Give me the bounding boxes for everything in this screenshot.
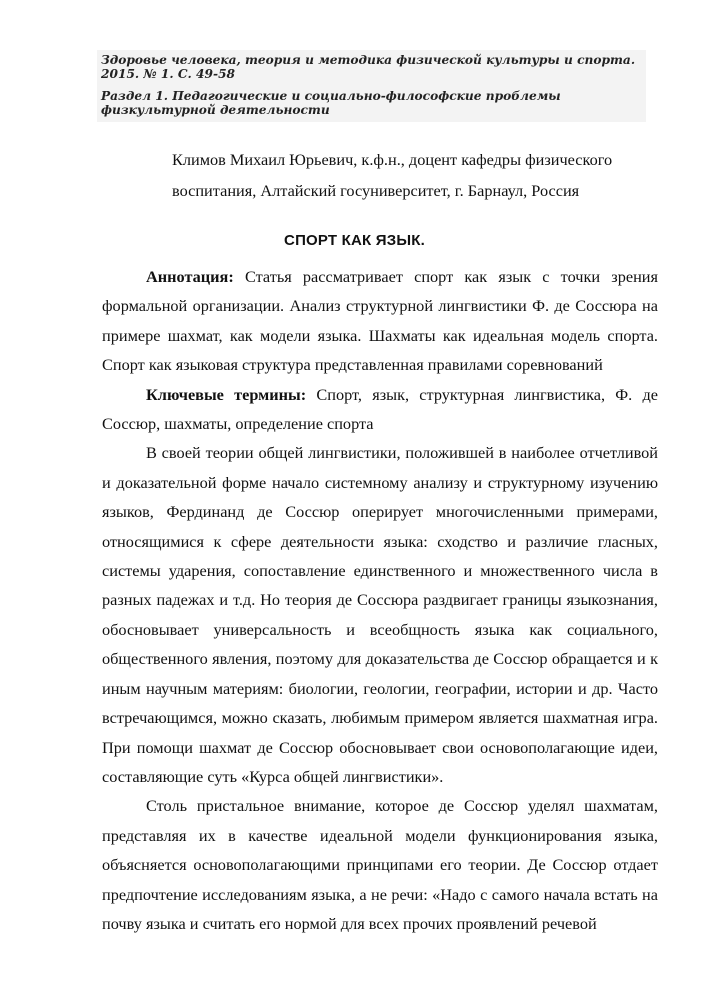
keywords-label: Ключевые термины: — [146, 384, 307, 404]
journal-section-line-1: Раздел 1. Педагогические и социально-философские проблемы — [101, 89, 561, 103]
keywords-text: Спорт, язык, структурная лингвистика, Ф. де Соссюр, шахматы, определение спорта — [102, 384, 658, 434]
article-title: СПОРТ КАК ЯЗЫК. — [284, 232, 425, 249]
author-line-2: воспитания, Алтайский госуниверситет, г. Барнаул, Россия — [172, 181, 580, 200]
author-info — [172, 144, 642, 206]
body-paragraph-2: Столь пристальное внимание, которое де Соссюр уделял шахматам, представляя их в качестве идеальной модели функционирования языка, объясняется основополагающими принципами его теории. Де Соссюр отдает предпочтение исследованиям языка, а не речи: «Надо с самого начала встать на почву языка и считать его нормой для всех прочих проявлений речевой — [102, 796, 658, 933]
annotation-paragraph — [102, 262, 658, 380]
keywords-paragraph — [102, 380, 658, 439]
journal-citation — [97, 50, 646, 81]
body-paragraph-1: В своей теории общей лингвистики, положившей в наиболее отчетливой и доказательной форме начало системному анализу и структурному изучению языков, Фердинанд де Соссюр оперирует многочисленными примерами, относящимися к сфере деятельности языка: сходство и различие гласных, системы ударения, сопоставление единственного и множественного числа в разных падежах и т.д. Но теория де Соссюра раздвигает границы языкознания, обосновывает универсальность и всеобщность языка как социального, общественного явления, поэтому для доказательства де Соссюр обращается и к иным научным материям: биологии, геологии, географии, истории и др. Часто встречающимся, можно сказать, любимым примером является шахматная игра. При помощи шахмат де Соссюр обосновывает свои основополагающие идеи, составляющие суть «Курса общей лингвистики». — [102, 443, 658, 786]
journal-issue-line: 2015. № 1. С. 49-58 — [101, 67, 236, 81]
annotation-label: Аннотация: — [146, 267, 234, 286]
annotation-text: Статья рассматривает спорт как язык с точки зрения формальной организации. Анализ структурной лингвистики Ф. де Соссюра на примере шахмат, как модели языка. Шахматы как идеальная модель спорта. Спорт как языковая структура представленная правилами соревнований — [102, 267, 658, 375]
author-line-1: Климов Михаил Юрьевич, к.ф.н., доцент кафедры физического — [172, 150, 613, 169]
journal-header — [97, 50, 646, 122]
journal-title-line: Здоровье человека, теория и методика физической культуры и спорта. — [101, 53, 636, 67]
journal-section-line-2: физкультурной деятельности — [101, 103, 330, 117]
article-body — [102, 262, 658, 938]
journal-section — [97, 89, 646, 117]
